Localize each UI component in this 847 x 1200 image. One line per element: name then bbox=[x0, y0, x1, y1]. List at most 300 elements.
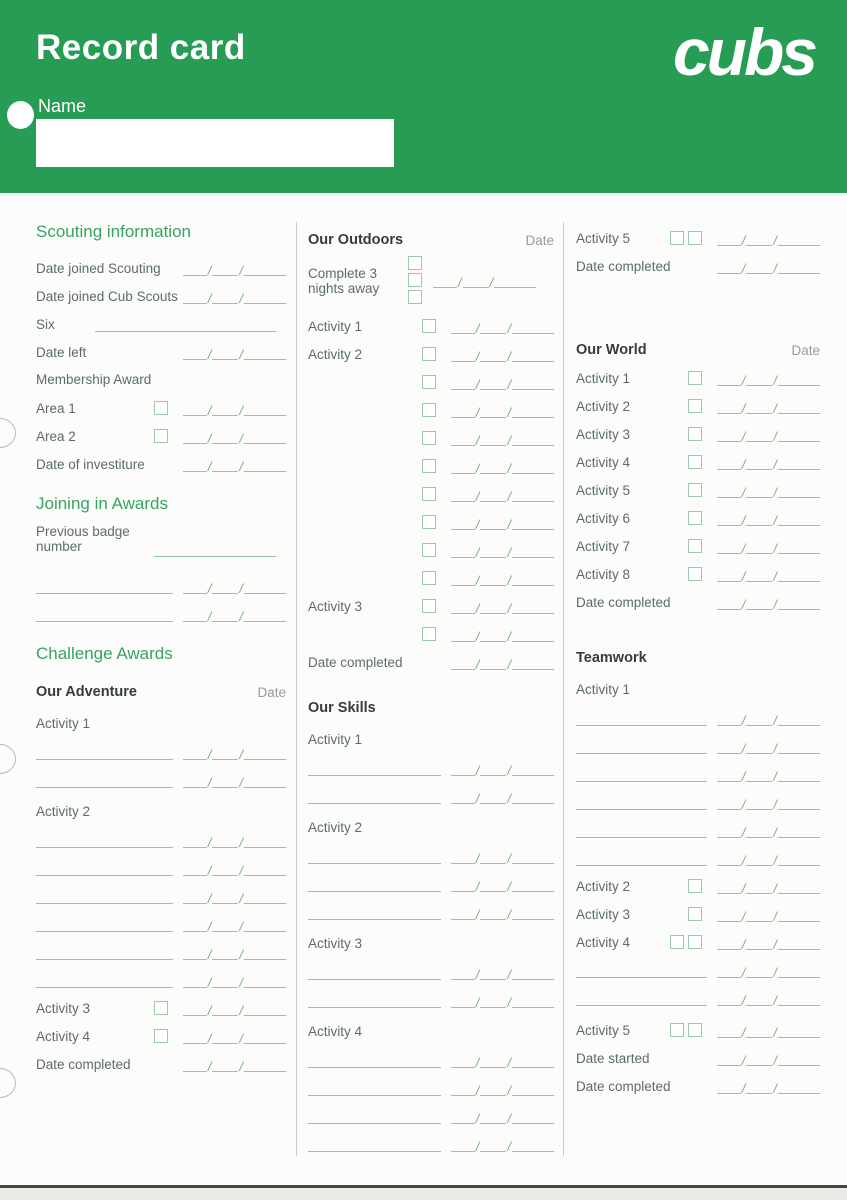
date-line[interactable] bbox=[717, 568, 741, 582]
write-in-line[interactable] bbox=[36, 973, 173, 988]
date-line[interactable] bbox=[717, 372, 741, 386]
date-field[interactable] bbox=[451, 404, 554, 418]
date-line[interactable] bbox=[717, 1024, 741, 1038]
date-line[interactable] bbox=[746, 740, 772, 754]
date-line[interactable] bbox=[778, 880, 820, 894]
date-line[interactable] bbox=[746, 1052, 772, 1066]
date-line[interactable] bbox=[778, 428, 820, 442]
date-line[interactable] bbox=[451, 906, 475, 920]
date-line[interactable] bbox=[778, 852, 820, 866]
date-line[interactable] bbox=[717, 540, 741, 554]
date-line[interactable] bbox=[451, 994, 475, 1008]
date-line[interactable] bbox=[480, 1054, 506, 1068]
checkbox[interactable] bbox=[688, 567, 702, 581]
date-line[interactable] bbox=[778, 796, 820, 810]
date-line[interactable] bbox=[717, 712, 741, 726]
date-field[interactable] bbox=[717, 596, 820, 610]
date-line[interactable] bbox=[778, 740, 820, 754]
date-line[interactable] bbox=[480, 790, 506, 804]
date-line[interactable] bbox=[512, 516, 554, 530]
date-line[interactable] bbox=[512, 1082, 554, 1096]
date-line[interactable] bbox=[480, 432, 506, 446]
write-in-line[interactable] bbox=[308, 965, 441, 980]
date-line[interactable] bbox=[451, 1054, 475, 1068]
date-line[interactable] bbox=[778, 992, 820, 1006]
date-field[interactable] bbox=[451, 488, 554, 502]
date-line[interactable] bbox=[512, 432, 554, 446]
date-field[interactable] bbox=[451, 348, 554, 362]
date-line[interactable] bbox=[512, 348, 554, 362]
date-line[interactable] bbox=[746, 712, 772, 726]
date-line[interactable] bbox=[451, 628, 475, 642]
date-line[interactable] bbox=[451, 488, 475, 502]
checkbox[interactable] bbox=[688, 935, 702, 949]
write-in-line[interactable] bbox=[36, 607, 173, 622]
date-line[interactable] bbox=[183, 430, 207, 444]
checkbox[interactable] bbox=[422, 375, 436, 389]
checkbox[interactable] bbox=[422, 515, 436, 529]
date-line[interactable] bbox=[480, 376, 506, 390]
date-line[interactable] bbox=[480, 488, 506, 502]
date-line[interactable] bbox=[746, 852, 772, 866]
checkbox[interactable] bbox=[408, 290, 422, 304]
date-line[interactable] bbox=[244, 890, 286, 904]
date-line[interactable] bbox=[717, 936, 741, 950]
checkbox[interactable] bbox=[154, 401, 168, 415]
date-line[interactable] bbox=[717, 796, 741, 810]
date-line[interactable] bbox=[778, 712, 820, 726]
date-line[interactable] bbox=[480, 1138, 506, 1152]
date-line[interactable] bbox=[512, 1110, 554, 1124]
date-line[interactable] bbox=[183, 834, 207, 848]
date-line[interactable] bbox=[512, 572, 554, 586]
date-line[interactable] bbox=[512, 488, 554, 502]
checkbox[interactable] bbox=[422, 599, 436, 613]
date-line[interactable] bbox=[778, 936, 820, 950]
date-field[interactable] bbox=[183, 402, 286, 416]
date-line[interactable] bbox=[433, 274, 457, 288]
write-in-line[interactable] bbox=[576, 991, 707, 1006]
date-field[interactable] bbox=[717, 400, 820, 414]
date-field[interactable] bbox=[717, 796, 820, 810]
date-line[interactable] bbox=[717, 512, 741, 526]
date-line[interactable] bbox=[480, 1082, 506, 1096]
date-field[interactable] bbox=[717, 484, 820, 498]
date-line[interactable] bbox=[183, 458, 207, 472]
checkbox[interactable] bbox=[154, 429, 168, 443]
date-line[interactable] bbox=[183, 290, 207, 304]
date-field[interactable] bbox=[451, 460, 554, 474]
date-line[interactable] bbox=[183, 402, 207, 416]
date-line[interactable] bbox=[746, 936, 772, 950]
date-field[interactable] bbox=[717, 372, 820, 386]
date-line[interactable] bbox=[512, 320, 554, 334]
date-line[interactable] bbox=[480, 404, 506, 418]
date-line[interactable] bbox=[244, 946, 286, 960]
date-line[interactable] bbox=[480, 994, 506, 1008]
date-line[interactable] bbox=[212, 746, 238, 760]
date-field[interactable] bbox=[451, 762, 554, 776]
date-field[interactable] bbox=[183, 774, 286, 788]
date-line[interactable] bbox=[480, 516, 506, 530]
date-line[interactable] bbox=[778, 232, 820, 246]
date-line[interactable] bbox=[717, 964, 741, 978]
date-line[interactable] bbox=[778, 1052, 820, 1066]
checkbox[interactable] bbox=[422, 431, 436, 445]
date-line[interactable] bbox=[512, 656, 554, 670]
date-line[interactable] bbox=[746, 1080, 772, 1094]
date-line[interactable] bbox=[183, 608, 207, 622]
date-field[interactable] bbox=[183, 458, 286, 472]
date-line[interactable] bbox=[244, 746, 286, 760]
write-in-line[interactable] bbox=[576, 795, 707, 810]
write-in-line[interactable] bbox=[308, 993, 441, 1008]
date-line[interactable] bbox=[183, 946, 207, 960]
date-line[interactable] bbox=[212, 918, 238, 932]
date-line[interactable] bbox=[717, 768, 741, 782]
date-line[interactable] bbox=[512, 544, 554, 558]
date-line[interactable] bbox=[183, 1002, 207, 1016]
date-line[interactable] bbox=[746, 992, 772, 1006]
date-line[interactable] bbox=[451, 600, 475, 614]
date-field[interactable] bbox=[183, 862, 286, 876]
date-field[interactable] bbox=[183, 1030, 286, 1044]
date-line[interactable] bbox=[183, 262, 207, 276]
date-field[interactable] bbox=[451, 878, 554, 892]
date-field[interactable] bbox=[183, 346, 286, 360]
date-line[interactable] bbox=[212, 862, 238, 876]
date-line[interactable] bbox=[746, 908, 772, 922]
date-line[interactable] bbox=[717, 1080, 741, 1094]
date-line[interactable] bbox=[212, 458, 238, 472]
date-line[interactable] bbox=[244, 402, 286, 416]
write-in-line[interactable] bbox=[308, 789, 441, 804]
date-line[interactable] bbox=[212, 946, 238, 960]
date-line[interactable] bbox=[480, 656, 506, 670]
date-line[interactable] bbox=[717, 400, 741, 414]
date-line[interactable] bbox=[746, 260, 772, 274]
write-in-line[interactable] bbox=[36, 889, 173, 904]
date-line[interactable] bbox=[717, 484, 741, 498]
date-field[interactable] bbox=[451, 850, 554, 864]
write-in-line[interactable] bbox=[36, 773, 173, 788]
date-line[interactable] bbox=[451, 432, 475, 446]
date-line[interactable] bbox=[244, 458, 286, 472]
date-line[interactable] bbox=[746, 596, 772, 610]
date-field[interactable] bbox=[451, 600, 554, 614]
date-line[interactable] bbox=[512, 966, 554, 980]
date-line[interactable] bbox=[717, 232, 741, 246]
write-in-line[interactable] bbox=[308, 849, 441, 864]
date-line[interactable] bbox=[717, 852, 741, 866]
date-line[interactable] bbox=[183, 1030, 207, 1044]
date-line[interactable] bbox=[480, 850, 506, 864]
write-in-line[interactable] bbox=[308, 1053, 441, 1068]
date-line[interactable] bbox=[212, 290, 238, 304]
date-line[interactable] bbox=[212, 834, 238, 848]
date-line[interactable] bbox=[512, 762, 554, 776]
checkbox[interactable] bbox=[688, 427, 702, 441]
date-line[interactable] bbox=[717, 260, 741, 274]
name-input[interactable] bbox=[36, 119, 394, 167]
date-field[interactable] bbox=[451, 1082, 554, 1096]
date-line[interactable] bbox=[212, 402, 238, 416]
write-in-line[interactable] bbox=[576, 851, 707, 866]
date-field[interactable] bbox=[451, 516, 554, 530]
date-line[interactable] bbox=[480, 544, 506, 558]
date-line[interactable] bbox=[451, 320, 475, 334]
write-in-line[interactable] bbox=[36, 579, 173, 594]
checkbox[interactable] bbox=[408, 256, 422, 270]
date-line[interactable] bbox=[244, 1058, 286, 1072]
date-field[interactable] bbox=[451, 994, 554, 1008]
date-line[interactable] bbox=[778, 964, 820, 978]
date-field[interactable] bbox=[717, 964, 820, 978]
date-field[interactable] bbox=[717, 1052, 820, 1066]
date-line[interactable] bbox=[512, 994, 554, 1008]
date-line[interactable] bbox=[244, 774, 286, 788]
date-field[interactable] bbox=[717, 512, 820, 526]
checkbox[interactable] bbox=[688, 511, 702, 525]
date-line[interactable] bbox=[451, 376, 475, 390]
date-line[interactable] bbox=[746, 456, 772, 470]
date-line[interactable] bbox=[717, 824, 741, 838]
date-line[interactable] bbox=[212, 1058, 238, 1072]
date-field[interactable] bbox=[717, 740, 820, 754]
date-line[interactable] bbox=[212, 974, 238, 988]
date-line[interactable] bbox=[746, 880, 772, 894]
date-line[interactable] bbox=[480, 320, 506, 334]
date-line[interactable] bbox=[778, 1080, 820, 1094]
date-field[interactable] bbox=[451, 628, 554, 642]
date-line[interactable] bbox=[746, 484, 772, 498]
checkbox[interactable] bbox=[688, 1023, 702, 1037]
checkbox[interactable] bbox=[422, 487, 436, 501]
checkbox[interactable] bbox=[688, 907, 702, 921]
date-line[interactable] bbox=[244, 290, 286, 304]
checkbox[interactable] bbox=[688, 539, 702, 553]
date-field[interactable] bbox=[717, 428, 820, 442]
write-in-line[interactable] bbox=[95, 317, 276, 332]
date-line[interactable] bbox=[183, 746, 207, 760]
date-field[interactable] bbox=[433, 274, 536, 288]
checkbox[interactable] bbox=[688, 371, 702, 385]
date-line[interactable] bbox=[451, 656, 475, 670]
date-line[interactable] bbox=[244, 1030, 286, 1044]
date-line[interactable] bbox=[244, 862, 286, 876]
date-line[interactable] bbox=[451, 1082, 475, 1096]
date-line[interactable] bbox=[746, 1024, 772, 1038]
date-line[interactable] bbox=[212, 346, 238, 360]
date-field[interactable] bbox=[183, 262, 286, 276]
date-line[interactable] bbox=[746, 768, 772, 782]
checkbox[interactable] bbox=[670, 935, 684, 949]
date-line[interactable] bbox=[778, 260, 820, 274]
date-line[interactable] bbox=[244, 262, 286, 276]
checkbox[interactable] bbox=[154, 1029, 168, 1043]
checkbox[interactable] bbox=[688, 879, 702, 893]
date-line[interactable] bbox=[746, 400, 772, 414]
date-line[interactable] bbox=[717, 428, 741, 442]
write-in-line[interactable] bbox=[308, 877, 441, 892]
date-line[interactable] bbox=[244, 974, 286, 988]
write-in-line[interactable] bbox=[308, 761, 441, 776]
date-field[interactable] bbox=[183, 608, 286, 622]
date-line[interactable] bbox=[746, 372, 772, 386]
date-line[interactable] bbox=[717, 908, 741, 922]
date-line[interactable] bbox=[512, 628, 554, 642]
date-line[interactable] bbox=[244, 430, 286, 444]
date-line[interactable] bbox=[244, 918, 286, 932]
date-line[interactable] bbox=[212, 1030, 238, 1044]
checkbox[interactable] bbox=[422, 319, 436, 333]
date-line[interactable] bbox=[244, 834, 286, 848]
date-field[interactable] bbox=[451, 906, 554, 920]
date-line[interactable] bbox=[451, 348, 475, 362]
date-line[interactable] bbox=[512, 1054, 554, 1068]
date-line[interactable] bbox=[212, 580, 238, 594]
date-line[interactable] bbox=[451, 1110, 475, 1124]
date-line[interactable] bbox=[480, 1110, 506, 1124]
date-line[interactable] bbox=[212, 262, 238, 276]
date-line[interactable] bbox=[778, 768, 820, 782]
write-in-line[interactable] bbox=[36, 861, 173, 876]
date-field[interactable] bbox=[717, 712, 820, 726]
write-in-line[interactable] bbox=[576, 767, 707, 782]
date-line[interactable] bbox=[244, 346, 286, 360]
write-in-line[interactable] bbox=[576, 711, 707, 726]
write-in-line[interactable] bbox=[36, 917, 173, 932]
date-line[interactable] bbox=[717, 880, 741, 894]
date-line[interactable] bbox=[778, 372, 820, 386]
date-line[interactable] bbox=[183, 1058, 207, 1072]
date-line[interactable] bbox=[778, 824, 820, 838]
date-line[interactable] bbox=[512, 1138, 554, 1152]
checkbox[interactable] bbox=[688, 455, 702, 469]
date-line[interactable] bbox=[746, 512, 772, 526]
write-in-line[interactable] bbox=[308, 1137, 441, 1152]
date-line[interactable] bbox=[778, 908, 820, 922]
date-line[interactable] bbox=[183, 580, 207, 594]
date-line[interactable] bbox=[451, 850, 475, 864]
date-line[interactable] bbox=[183, 862, 207, 876]
date-line[interactable] bbox=[746, 428, 772, 442]
date-line[interactable] bbox=[512, 906, 554, 920]
date-line[interactable] bbox=[244, 608, 286, 622]
date-line[interactable] bbox=[778, 540, 820, 554]
date-field[interactable] bbox=[451, 572, 554, 586]
checkbox[interactable] bbox=[670, 231, 684, 245]
date-line[interactable] bbox=[183, 346, 207, 360]
date-line[interactable] bbox=[778, 484, 820, 498]
date-line[interactable] bbox=[480, 600, 506, 614]
date-line[interactable] bbox=[451, 460, 475, 474]
date-field[interactable] bbox=[717, 908, 820, 922]
date-line[interactable] bbox=[212, 890, 238, 904]
date-field[interactable] bbox=[183, 1058, 286, 1072]
date-line[interactable] bbox=[244, 1002, 286, 1016]
date-field[interactable] bbox=[717, 936, 820, 950]
write-in-line[interactable] bbox=[308, 1081, 441, 1096]
date-line[interactable] bbox=[212, 430, 238, 444]
date-line[interactable] bbox=[512, 850, 554, 864]
date-line[interactable] bbox=[480, 966, 506, 980]
checkbox[interactable] bbox=[408, 273, 422, 287]
date-field[interactable] bbox=[717, 540, 820, 554]
date-field[interactable] bbox=[183, 430, 286, 444]
date-field[interactable] bbox=[451, 432, 554, 446]
date-line[interactable] bbox=[183, 774, 207, 788]
date-field[interactable] bbox=[717, 1024, 820, 1038]
date-line[interactable] bbox=[512, 404, 554, 418]
date-field[interactable] bbox=[183, 580, 286, 594]
date-line[interactable] bbox=[451, 544, 475, 558]
date-line[interactable] bbox=[244, 580, 286, 594]
write-in-line[interactable] bbox=[576, 823, 707, 838]
date-field[interactable] bbox=[183, 290, 286, 304]
date-line[interactable] bbox=[778, 400, 820, 414]
date-line[interactable] bbox=[451, 572, 475, 586]
date-line[interactable] bbox=[746, 964, 772, 978]
date-line[interactable] bbox=[746, 232, 772, 246]
write-in-line[interactable] bbox=[36, 833, 173, 848]
date-line[interactable] bbox=[480, 628, 506, 642]
date-field[interactable] bbox=[451, 1054, 554, 1068]
date-line[interactable] bbox=[212, 608, 238, 622]
date-line[interactable] bbox=[512, 790, 554, 804]
write-in-line[interactable] bbox=[308, 905, 441, 920]
date-field[interactable] bbox=[717, 456, 820, 470]
date-line[interactable] bbox=[717, 456, 741, 470]
date-field[interactable] bbox=[717, 992, 820, 1006]
date-line[interactable] bbox=[717, 992, 741, 1006]
date-line[interactable] bbox=[746, 824, 772, 838]
checkbox[interactable] bbox=[154, 1001, 168, 1015]
date-field[interactable] bbox=[717, 232, 820, 246]
write-in-line[interactable] bbox=[308, 1109, 441, 1124]
date-line[interactable] bbox=[480, 762, 506, 776]
date-line[interactable] bbox=[451, 516, 475, 530]
date-line[interactable] bbox=[451, 966, 475, 980]
checkbox[interactable] bbox=[422, 403, 436, 417]
date-line[interactable] bbox=[778, 512, 820, 526]
checkbox[interactable] bbox=[688, 483, 702, 497]
date-line[interactable] bbox=[512, 878, 554, 892]
date-line[interactable] bbox=[717, 740, 741, 754]
date-field[interactable] bbox=[451, 1110, 554, 1124]
date-line[interactable] bbox=[480, 572, 506, 586]
date-line[interactable] bbox=[451, 404, 475, 418]
write-in-line[interactable] bbox=[36, 745, 173, 760]
date-line[interactable] bbox=[183, 974, 207, 988]
checkbox[interactable] bbox=[422, 347, 436, 361]
date-line[interactable] bbox=[183, 890, 207, 904]
checkbox[interactable] bbox=[688, 231, 702, 245]
write-in-line[interactable] bbox=[576, 739, 707, 754]
date-line[interactable] bbox=[451, 790, 475, 804]
date-field[interactable] bbox=[451, 966, 554, 980]
date-line[interactable] bbox=[778, 456, 820, 470]
date-line[interactable] bbox=[746, 540, 772, 554]
date-line[interactable] bbox=[746, 568, 772, 582]
date-line[interactable] bbox=[183, 918, 207, 932]
date-line[interactable] bbox=[512, 460, 554, 474]
checkbox[interactable] bbox=[422, 627, 436, 641]
date-line[interactable] bbox=[451, 1138, 475, 1152]
date-field[interactable] bbox=[717, 880, 820, 894]
date-line[interactable] bbox=[494, 274, 536, 288]
date-field[interactable] bbox=[183, 1002, 286, 1016]
